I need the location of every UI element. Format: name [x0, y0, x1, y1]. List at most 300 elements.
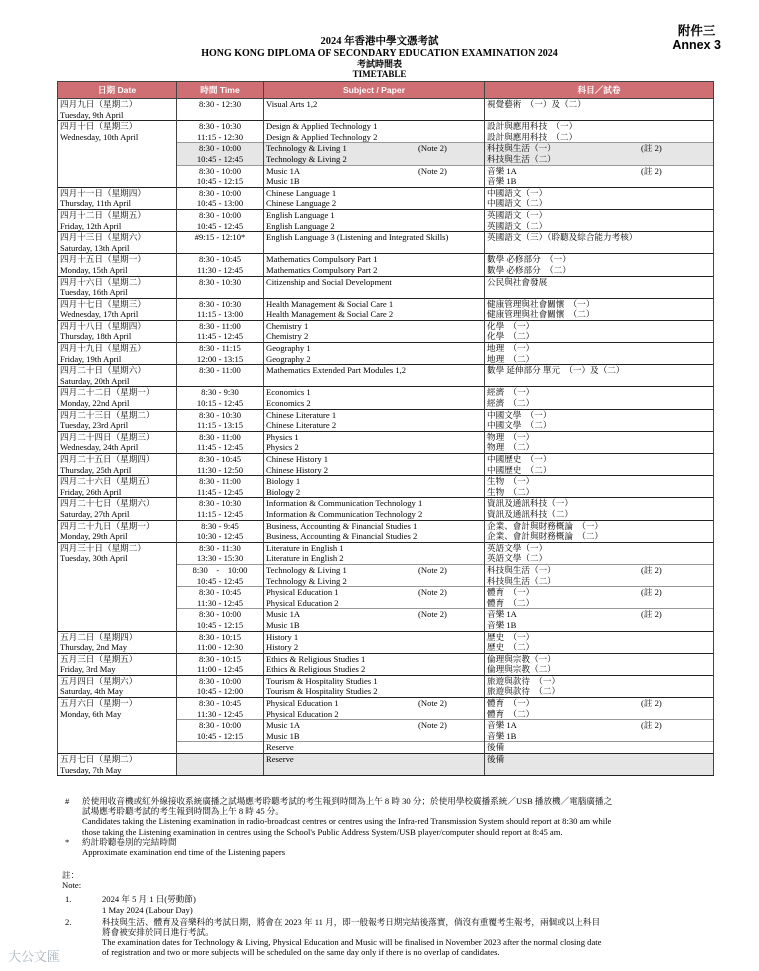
time-cell	[177, 653, 264, 675]
note-line: 約計聆聽卷別的完結時間	[82, 836, 177, 847]
date-cell	[58, 276, 177, 298]
date-en: Monday, 29th April	[60, 531, 128, 542]
subject-zh-text: 中國歷史 （二）	[487, 464, 552, 475]
subject-en-text: English Language 3 (Listening and Integrated Skills)	[266, 232, 449, 243]
subject-zh-cell	[485, 343, 714, 365]
time-cell	[177, 520, 264, 542]
time-cell	[177, 365, 264, 387]
subject-zh-text: 化學 （二）	[487, 331, 535, 342]
subject-en-text: Business, Accounting & Financial Studies 1	[266, 520, 418, 531]
note-ref-en: (Note 2)	[418, 609, 447, 620]
note-mark: *	[65, 836, 70, 847]
date-zh: 四月十五日（星期一）	[60, 254, 146, 265]
subject-zh-cell	[485, 631, 714, 653]
date-en: Saturday, 20th April	[60, 375, 130, 386]
table-row	[58, 365, 714, 387]
col-time: 時間 Time	[177, 82, 264, 99]
subject-zh-text: 音樂 1B	[487, 730, 517, 741]
date-cell	[58, 254, 177, 276]
subject-en-cell	[264, 187, 485, 209]
time-text: 11:45 - 12:45	[197, 442, 243, 453]
subject-zh-text: 音樂 1A	[487, 720, 517, 731]
time-text: 8:30 - 10:00	[198, 209, 241, 220]
date-en: Friday, 26th April	[60, 486, 122, 497]
subject-en-text: English Language 1	[266, 209, 335, 220]
table-row	[58, 276, 714, 298]
date-en: Friday, 3rd May	[60, 664, 116, 675]
time-text: 8:30 - 11:30	[199, 542, 241, 553]
subject-en-text: Technology & Living 1	[266, 143, 347, 154]
date-en: Saturday, 4th May	[60, 686, 124, 697]
subject-zh-text: 物理 （一）	[487, 431, 535, 442]
subject-en-text: Biology 1	[266, 476, 301, 487]
subject-zh-text: 中國歷史 （一）	[487, 454, 552, 464]
date-en: Saturday, 27th April	[60, 508, 130, 519]
subject-zh-text: 經濟 （二）	[487, 398, 535, 409]
date-cell	[58, 520, 177, 542]
date-zh: 五月三日（星期五）	[60, 653, 138, 664]
date-en: Monday, 15th April	[60, 264, 128, 275]
time-text: 11:15 - 13:00	[197, 309, 243, 320]
time-cell	[177, 143, 264, 165]
date-cell	[58, 542, 177, 631]
note-line: Approximate examination end time of the Listening papers	[82, 847, 286, 858]
subject-en-cell	[264, 298, 485, 320]
date-cell	[58, 698, 177, 754]
subject-zh-cell	[485, 698, 714, 720]
time-cell	[177, 675, 264, 697]
subject-zh-cell	[485, 99, 714, 121]
subject-en-cell	[264, 232, 485, 254]
date-en: Tuesday, 9th April	[60, 109, 124, 120]
date-en: Saturday, 13th April	[60, 242, 130, 253]
subject-en-text: Economics 1	[266, 387, 311, 398]
subject-en-cell	[264, 542, 485, 564]
note-ref-zh: (註 2)	[641, 165, 662, 176]
footnote-list	[62, 894, 712, 957]
time-text: 10:45 - 12:00	[196, 686, 244, 697]
subject-zh-text: 企業、會計與財務概論 （二）	[487, 531, 604, 542]
note-ref-zh: (註 2)	[641, 587, 662, 598]
time-text: 11:00 - 12:30	[197, 642, 243, 653]
subject-en-text: Business, Accounting & Financial Studies 2	[266, 531, 418, 542]
date-cell	[58, 387, 177, 409]
subject-zh-text: 資訊及通訊科技（一）	[487, 498, 573, 509]
footnote-item	[62, 894, 712, 914]
footnote-head-zh: 註：	[62, 870, 80, 880]
time-text: 10:45 - 13:00	[196, 198, 244, 209]
date-en: Tuesday, 30th April	[60, 553, 128, 564]
time-text: 10:45 - 12:15	[196, 730, 244, 741]
date-cell	[58, 653, 177, 675]
time-cell	[177, 754, 264, 776]
note-ref-en: (Note 2)	[418, 165, 447, 176]
subject-zh-cell	[485, 564, 714, 586]
date-zh: 四月十三日（星期六）	[60, 232, 146, 243]
footnote-line: The examination dates for Technology & Living, Physical Education and Music will be finalised in November 2023 after the normal closing date	[102, 937, 602, 948]
subject-zh-text: 中國語文（一）	[487, 187, 548, 198]
subject-zh-text: 倫理與宗教（一）	[487, 653, 556, 664]
note-ref-en: (Note 2)	[418, 587, 447, 598]
date-zh: 四月十六日（星期二）	[60, 276, 146, 287]
time-text: #9:15 - 12:10*	[194, 232, 246, 243]
subject-en-cell	[264, 143, 485, 165]
time-text: 8:30 - 11:15	[199, 343, 241, 354]
subject-zh-text: 體育 （一）	[487, 698, 535, 709]
date-en: Monday, 6th May	[60, 708, 122, 719]
time-cell	[177, 187, 264, 209]
subject-zh-text: 英國語文（三）（聆聽及綜合能力考核）	[487, 232, 638, 243]
subject-zh-text: 科技與生活（二）	[487, 153, 556, 164]
subject-zh-text: 數學 延伸部分 單元 （一）及（二）	[487, 365, 625, 376]
table-row	[58, 476, 714, 498]
table-row	[58, 387, 714, 409]
footnote-number: 2.	[65, 916, 72, 927]
table-row	[58, 675, 714, 697]
time-text: 11:15 - 13:15	[197, 420, 243, 431]
subject-en-cell	[264, 631, 485, 653]
subject-zh-text: 地理 （二）	[487, 353, 535, 364]
time-text	[179, 754, 261, 765]
time-text: 8:30 - 10:00	[198, 720, 241, 731]
footnote-line: 1 May 2024 (Labour Day)	[102, 904, 193, 915]
time-text: 8:30 - 11:00	[199, 476, 241, 487]
date-cell	[58, 209, 177, 231]
date-cell	[58, 320, 177, 342]
subject-zh-text: 科技與生活（一）	[487, 564, 556, 575]
subject-en-text: English Language 2	[266, 220, 335, 231]
subject-en-text: Information & Communication Technology 2	[266, 508, 423, 519]
table-row	[58, 653, 714, 675]
date-en: Monday, 22nd April	[60, 398, 130, 409]
subject-zh-text: 地理 （一）	[487, 343, 535, 354]
subject-en-cell	[264, 254, 485, 276]
subject-zh-text: 科技與生活（二）	[487, 575, 556, 586]
date-zh: 五月七日（星期二）	[60, 754, 138, 765]
subject-zh-text: 歷史 （一）	[487, 631, 535, 642]
date-zh: 四月十二日（星期五）	[60, 209, 146, 220]
subject-en-text: Physics 1	[266, 431, 299, 442]
subject-en-text: Chinese Literature 2	[266, 420, 337, 431]
subject-en-text: Chemistry 2	[266, 331, 309, 342]
subject-en-text: Literature in English 1	[266, 542, 344, 553]
subject-zh-text: 健康管理與社會關懷 （二）	[487, 309, 595, 320]
subject-zh-cell	[485, 276, 714, 298]
date-zh: 四月十一日（星期四）	[60, 187, 146, 198]
date-cell	[58, 431, 177, 453]
subject-en-text: Chinese Literature 1	[266, 409, 337, 420]
title-en: HONG KONG DIPLOMA OF SECONDARY EDUCATION EXAMINATION 2024	[201, 48, 558, 59]
time-text: 8:30 - 10:30	[198, 498, 241, 509]
table-row	[58, 121, 714, 143]
time-text: 8:30 - 10:00	[198, 187, 241, 198]
subject-zh-text: 中國文學 （二）	[487, 420, 552, 431]
subject-en-cell	[264, 720, 485, 742]
date-zh: 四月九日（星期二）	[60, 99, 138, 109]
note-ref-zh: (註 2)	[641, 143, 662, 154]
date-cell	[58, 754, 177, 776]
table-row	[58, 320, 714, 342]
date-en: Tuesday, 7th May	[60, 764, 122, 775]
footnote-line: 2024 年 5 月 1 日(勞動節)	[102, 894, 196, 905]
subject-en-cell	[264, 754, 485, 776]
subject-zh-text: 化學 （一）	[487, 320, 535, 331]
date-en: Friday, 19th April	[60, 353, 122, 364]
date-cell	[58, 343, 177, 365]
date-en: Thursday, 11th April	[60, 198, 131, 209]
time-cell	[177, 121, 264, 143]
date-zh: 四月二十六日（星期五）	[60, 476, 155, 487]
subject-zh-text: 體育 （一）	[487, 587, 535, 598]
subject-en-text: Geography 2	[266, 353, 311, 364]
date-en: Wednesday, 24th April	[60, 442, 139, 453]
subject-zh-text: 音樂 1A	[487, 165, 517, 176]
subject-zh-text: 設計與應用科技 （二）	[487, 131, 578, 142]
time-text: 12:00 - 13:15	[196, 353, 244, 364]
subtitle-zh: 考試時間表	[356, 59, 402, 69]
time-text: 8:30 - 10:15	[198, 653, 241, 664]
table-row	[58, 454, 714, 476]
subject-zh-cell	[485, 365, 714, 387]
subject-en-text: Music 1A	[266, 609, 301, 620]
time-text: 10:45 - 12:15	[196, 176, 244, 187]
subject-en-text: Music 1B	[266, 730, 300, 741]
subject-en-cell	[264, 99, 485, 121]
subject-en-text: Technology & Living 2	[266, 153, 347, 164]
time-text: 11:15 - 12:45	[197, 508, 243, 519]
time-text: 8:30 - 10:30	[198, 298, 241, 309]
annex-en: Annex 3	[672, 38, 721, 52]
col-date: 日期 Date	[58, 82, 177, 99]
time-text: 8:30 - 9:30	[201, 387, 239, 398]
time-cell	[177, 498, 264, 520]
time-cell	[177, 609, 264, 631]
subject-zh-text: 歷史 （二）	[487, 642, 535, 653]
subject-en-text: Visual Arts 1,2	[266, 99, 318, 109]
table-row	[58, 698, 714, 720]
subject-zh-text: 體育 （二）	[487, 708, 535, 719]
time-text: 8:30 - 10:45	[198, 698, 241, 709]
note-item	[62, 837, 712, 857]
date-cell	[58, 232, 177, 254]
time-text: 8:30 - 10:00	[198, 143, 241, 154]
date-cell	[58, 476, 177, 498]
time-text: 11:00 - 12:45	[197, 664, 243, 675]
time-cell	[177, 587, 264, 609]
time-cell	[177, 387, 264, 409]
subject-en-text: Economics 2	[266, 398, 311, 409]
subject-zh-text: 物理 （二）	[487, 442, 535, 453]
table-row	[58, 99, 714, 121]
table-row	[58, 298, 714, 320]
footnote-line: of registration and two or more subjects will be scheduled on the same day only if there is no overlap of candidates.	[102, 947, 500, 958]
subject-en-text: Music 1A	[266, 720, 301, 731]
note-line: 於使用收音機或紅外線接收系統廣播之試場應考聆聽考試的考生報到時間為上午 8 時 30 分；於使用學校廣播系統／USB 播放機／電腦廣播之	[82, 796, 613, 806]
time-text: 11:30 - 12:45	[197, 264, 243, 275]
time-text: 8:30 - 10:45	[198, 254, 241, 265]
subject-zh-text: 數學 必修部分 （一）	[487, 254, 571, 265]
subject-zh-text: 數學 必修部分 （二）	[487, 264, 571, 275]
subject-zh-text: 資訊及通訊科技（二）	[487, 508, 573, 519]
timetable	[57, 81, 714, 776]
time-cell	[177, 298, 264, 320]
subject-en-cell	[264, 121, 485, 143]
subject-zh-cell	[485, 720, 714, 742]
subject-en-text: Ethics & Religious Studies 2	[266, 664, 366, 675]
date-en: Thursday, 25th April	[60, 464, 132, 475]
date-zh: 四月十八日（星期四）	[60, 320, 146, 331]
time-cell	[177, 698, 264, 720]
subject-zh-cell	[485, 609, 714, 631]
date-cell	[58, 454, 177, 476]
subject-zh-text: 音樂 1B	[487, 619, 517, 630]
time-cell	[177, 209, 264, 231]
subject-en-text: Mathematics Compulsory Part 1	[266, 254, 378, 265]
table-row	[58, 343, 714, 365]
subject-en-cell	[264, 476, 485, 498]
subject-zh-text: 科技與生活（一）	[487, 143, 556, 154]
time-cell	[177, 343, 264, 365]
subject-en-text: Reserve	[266, 754, 294, 765]
time-text: 11:30 - 12:45	[197, 597, 243, 608]
time-text: 10:45 - 12:45	[196, 153, 244, 164]
time-cell	[177, 320, 264, 342]
subject-zh-cell	[485, 498, 714, 520]
subject-en-text: History 1	[266, 631, 299, 642]
subject-en-text: Music 1A	[266, 165, 301, 176]
subject-zh-text: 旅遊與款待 （一）	[487, 675, 561, 686]
date-zh: 四月二十四日（星期三）	[60, 431, 155, 442]
time-text: 8:30 - 11:00	[199, 431, 241, 442]
note-ref-zh: (註 2)	[641, 720, 662, 731]
subject-zh-text: 中國語文（二）	[487, 198, 548, 209]
time-text: 11:15 - 12:30	[197, 131, 243, 142]
subject-zh-cell	[485, 143, 714, 165]
date-en: Tuesday, 23rd April	[60, 420, 129, 431]
time-text: 8:30 - 10:15	[198, 631, 241, 642]
note-ref-en: (Note 2)	[418, 720, 447, 731]
subject-en-text: Citizenship and Social Development	[266, 276, 392, 287]
subject-en-text: Mathematics Compulsory Part 2	[266, 264, 378, 275]
subject-zh-cell	[485, 476, 714, 498]
subject-zh-text: 企業、會計與財務概論 （一）	[487, 520, 604, 531]
date-cell	[58, 187, 177, 209]
subject-zh-cell	[485, 187, 714, 209]
subject-en-text: Chinese Language 2	[266, 198, 337, 209]
col-subject-zh: 科目／試卷	[485, 82, 714, 99]
time-cell	[177, 99, 264, 121]
subject-zh-text: 生物 （二）	[487, 486, 535, 497]
subject-zh-cell	[485, 742, 714, 754]
subject-zh-cell	[485, 454, 714, 476]
footnotes	[62, 870, 712, 958]
subject-en-text: Design & Applied Technology 1	[266, 121, 378, 132]
time-text: 11:45 - 12:45	[197, 486, 243, 497]
time-text: 8:30 - 10:00	[198, 165, 241, 176]
table-row	[58, 409, 714, 431]
date-cell	[58, 409, 177, 431]
date-cell	[58, 631, 177, 653]
subject-en-text: Health Management & Social Care 1	[266, 298, 394, 309]
date-en: Friday, 12th April	[60, 220, 122, 231]
time-cell	[177, 742, 264, 754]
time-text: 8:30 - 10:30	[198, 121, 241, 132]
subject-zh-cell	[485, 254, 714, 276]
subject-en-cell	[264, 609, 485, 631]
subject-zh-cell	[485, 232, 714, 254]
note-line: Candidates taking the Listening examination in radio-broadcast centres or centres using the Infra-red Transmission System should report at 8:30 am while	[82, 816, 612, 827]
date-zh: 四月二十二日（星期一）	[60, 387, 155, 398]
subject-en-cell	[264, 276, 485, 298]
time-text: 8:30 - 10:30	[198, 409, 241, 420]
date-en: Tuesday, 16th April	[60, 287, 128, 298]
date-zh: 四月十九日（星期五）	[60, 343, 146, 354]
subject-en-cell	[264, 365, 485, 387]
table-row	[58, 187, 714, 209]
date-zh: 四月十七日（星期三）	[60, 298, 146, 309]
subject-en-text: Tourism & Hospitality Studies 1	[266, 675, 378, 686]
subject-zh-text: 音樂 1B	[487, 176, 517, 187]
note-line: those taking the Listening examination in centres using the School's Public Address System/USB player/computer should report at 8:45 am.	[82, 826, 563, 837]
time-text: 10:45 - 12:45	[196, 220, 244, 231]
subject-en-cell	[264, 520, 485, 542]
subject-en-cell	[264, 454, 485, 476]
subject-en-text: Tourism & Hospitality Studies 2	[266, 686, 378, 697]
subject-zh-text: 設計與應用科技 （一）	[487, 121, 578, 132]
subject-zh-cell	[485, 387, 714, 409]
subject-en-text: Literature in English 2	[266, 553, 344, 564]
table-row	[58, 209, 714, 231]
subject-zh-text: 英國語文（二）	[487, 220, 548, 231]
subject-zh-text: 英國語文（一）	[487, 209, 548, 220]
subject-zh-cell	[485, 320, 714, 342]
subject-zh-text: 後備	[487, 742, 505, 753]
subject-zh-cell	[485, 653, 714, 675]
time-text: 8:30 - 11:00	[199, 320, 241, 331]
subject-en-text: Chemistry 1	[266, 320, 309, 331]
time-cell	[177, 232, 264, 254]
time-text: 8:30 - 10:00	[198, 675, 241, 686]
subject-zh-cell	[485, 165, 714, 187]
subject-en-text: Information & Communication Technology 1	[266, 498, 423, 509]
subject-en-text: Physical Education 1	[266, 698, 339, 709]
time-text: 10:30 - 12:45	[196, 531, 244, 542]
time-text: 8:30 - 10:00	[192, 564, 248, 575]
time-text: 10:45 - 12:45	[196, 575, 244, 586]
footnote-number: 1.	[65, 894, 72, 905]
footnote-line: 科技與生活、體育及音樂科的考試日期，將會在 2023 年 11 月，即一般報考日期完結後落實，倘沒有重覆考生報考，兩個或以上科目	[102, 916, 601, 927]
date-zh: 四月二十九日（星期一）	[60, 520, 155, 531]
date-zh: 四月二十日（星期六）	[60, 365, 146, 376]
time-text: 8:30 - 10:00	[198, 609, 241, 620]
watermark: 大公文匯	[8, 950, 61, 965]
time-text: 8:30 - 10:45	[198, 587, 241, 598]
date-en: Wednesday, 10th April	[60, 131, 139, 142]
table-row	[58, 520, 714, 542]
subject-zh-text: 視覺藝術 （一）及（二）	[487, 99, 586, 109]
time-cell	[177, 564, 264, 586]
subject-en-cell	[264, 209, 485, 231]
time-text: 11:30 - 12:45	[197, 708, 243, 719]
time-cell	[177, 720, 264, 742]
subject-en-text: Technology & Living 2	[266, 575, 347, 586]
subject-en-cell	[264, 343, 485, 365]
footnote-item	[62, 917, 712, 958]
time-text: 8:30 - 10:45	[198, 454, 241, 464]
subject-zh-text: 中國文學 （一）	[487, 409, 552, 420]
subject-zh-cell	[485, 431, 714, 453]
date-zh: 四月二十三日（星期二）	[60, 409, 155, 420]
